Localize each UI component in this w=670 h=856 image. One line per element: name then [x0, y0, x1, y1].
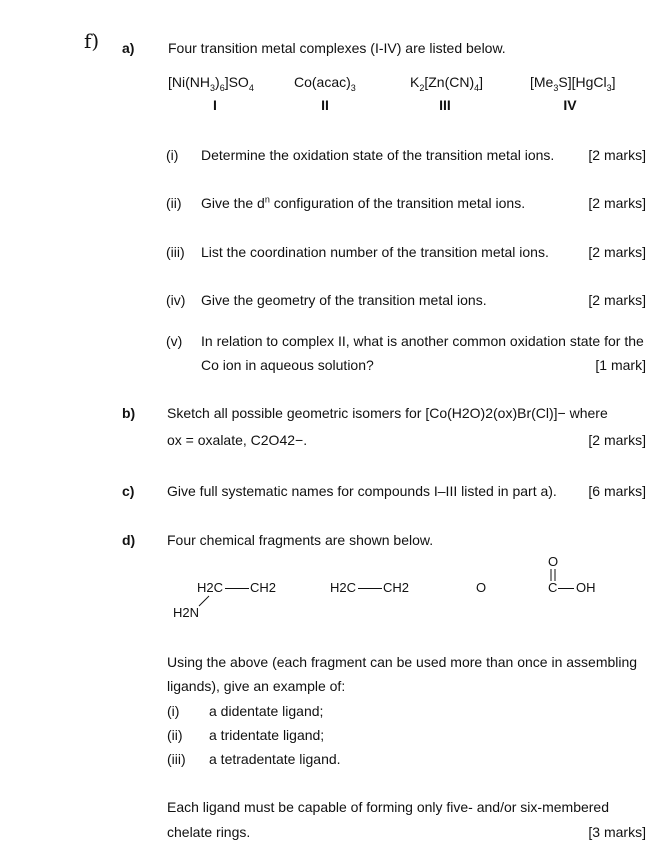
sub-v-text-line1: In relation to complex II, what is another common oxidation state for the — [201, 333, 644, 349]
part-d-item-ii-text: a tridentate ligand; — [209, 727, 325, 743]
part-c-label: c) — [122, 483, 135, 499]
part-b-marks: [2 marks] — [588, 432, 646, 448]
frag2-cc-bond — [358, 588, 382, 589]
part-d-item-iii-text: a tetradentate ligand. — [209, 751, 341, 767]
part-b-line2: ox = oxalate, C2O42−. — [167, 432, 308, 448]
part-b-line1: Sketch all possible geometric isomers for [Co(H2O)2(ox)Br(Cl)]− where — [167, 405, 608, 421]
complex-IV-numeral: IV — [563, 97, 577, 113]
part-d-item-i-num: (i) — [167, 703, 180, 719]
sub-v-marks: [1 mark] — [595, 357, 646, 373]
frag1-ch2: CH2 — [250, 580, 277, 595]
frag2-ch2: CH2 — [383, 580, 410, 595]
complex-III-formula: $K_2[Zn(CN)_4]$ — [410, 74, 484, 93]
frag4-oh: OH — [576, 580, 596, 595]
complex-I-numeral: I — [213, 97, 217, 113]
frag1-cc-bond — [225, 588, 249, 589]
sub-i-num: (i) — [166, 147, 179, 163]
sub-iv-num: (iv) — [166, 292, 186, 308]
part-d-line1: Using the above (each fragment can be used more than once in assembling — [167, 654, 638, 670]
sub-iii-marks: [2 marks] — [588, 244, 646, 260]
complex-IV-formula: $[Me_3S][HgCl_3]$ — [530, 74, 616, 93]
sub-i-text: Determine the oxidation state of the transition metal ions. — [201, 147, 555, 163]
frag4-o: O — [548, 554, 559, 569]
part-d-note-line1: Each ligand must be capable of forming only five- and/or six-membered — [167, 799, 609, 815]
sub-ii-num: (ii) — [166, 195, 182, 211]
frag1-h2n: H2N — [173, 605, 200, 620]
part-d-item-i-text: a didentate ligand; — [209, 703, 324, 719]
sub-ii-text: Give the $d^n$ configuration of the transition metal ions. — [201, 194, 526, 211]
sub-v-num: (v) — [166, 333, 183, 349]
part-d-item-ii-num: (ii) — [167, 727, 183, 743]
sub-iv-text: Give the geometry of the transition metal ions. — [201, 292, 487, 308]
fragment-oxygen: O — [476, 580, 487, 595]
part-d-note-line2: chelate rings. — [167, 824, 251, 840]
sub-i-marks: [2 marks] — [588, 147, 646, 163]
part-d-label: d) — [122, 532, 136, 548]
complex-I-formula: $[Ni(NH_3)_6]SO_4$ — [168, 74, 254, 93]
complex-II-numeral: II — [321, 97, 329, 113]
part-c-text: Give full systematic names for compounds I–III listed in part a). — [167, 483, 557, 499]
part-c-marks: [6 marks] — [588, 483, 646, 499]
frag1-h2c: H2C — [197, 580, 224, 595]
sub-ii-marks: [2 marks] — [588, 195, 646, 211]
frag1-cn-bond — [197, 594, 211, 608]
part-a-label: a) — [122, 40, 135, 56]
part-d-line2: ligands), give an example of: — [167, 678, 346, 694]
frag4-coh-bond — [558, 588, 574, 589]
question-number: f) — [84, 29, 100, 53]
part-b-label: b) — [122, 405, 136, 421]
sub-iii-text: List the coordination number of the transition metal ions. — [201, 244, 549, 260]
frag4-c: C — [548, 580, 558, 595]
sub-iv-marks: [2 marks] — [588, 292, 646, 308]
sub-v-text-line2: Co ion in aqueous solution? — [201, 357, 374, 373]
part-a-intro: Four transition metal complexes (I-IV) are listed below. — [168, 40, 506, 56]
complex-III-numeral: III — [439, 97, 451, 113]
part-d-intro: Four chemical fragments are shown below. — [167, 532, 434, 548]
part-d-item-iii-num: (iii) — [167, 751, 186, 767]
complex-II-formula: $Co(acac)_3$ — [294, 74, 356, 93]
part-d-marks: [3 marks] — [588, 824, 646, 840]
frag2-h2c: H2C — [330, 580, 357, 595]
sub-iii-num: (iii) — [166, 244, 185, 260]
